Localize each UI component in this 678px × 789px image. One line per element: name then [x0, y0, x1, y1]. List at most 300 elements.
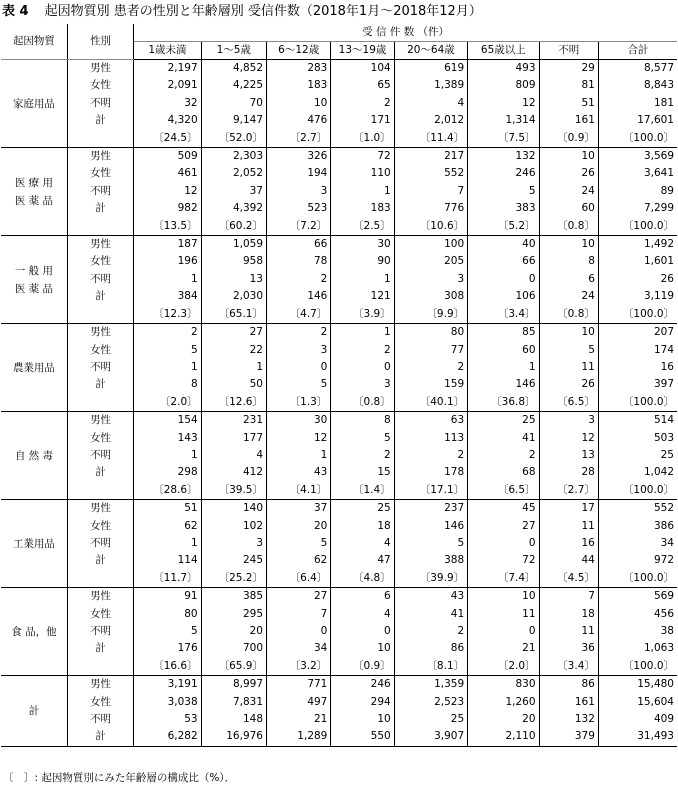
- value-cell: 283: [267, 60, 331, 78]
- sex-cell: 不明: [67, 95, 133, 112]
- sex-cell: 男性: [67, 500, 133, 518]
- value-cell: 114: [134, 552, 201, 569]
- value-cell: 1: [331, 324, 394, 342]
- value-cell: 4: [331, 535, 394, 552]
- sex-cell: 計: [67, 552, 133, 569]
- value-cell: 1,042: [598, 464, 677, 481]
- sex-cell: 女性: [67, 606, 133, 623]
- value-cell: 2: [134, 324, 201, 342]
- value-cell: 10: [539, 236, 598, 254]
- value-cell: 1,359: [394, 676, 467, 694]
- value-cell: 6: [539, 271, 598, 288]
- value-cell: 8,843: [598, 77, 677, 94]
- value-cell: 5: [134, 623, 201, 640]
- percent-cell: 〔11.7〕: [134, 570, 201, 588]
- table-row: [1, 236, 677, 254]
- percent-cell: 〔9.9〕: [394, 306, 467, 324]
- value-cell: 26: [539, 376, 598, 393]
- value-cell: 8: [134, 376, 201, 393]
- sex-cell: 男性: [67, 236, 133, 254]
- value-cell: 43: [394, 588, 467, 606]
- header-sex: 性別: [67, 24, 133, 60]
- value-cell: 18: [539, 606, 598, 623]
- sex-cell: 女性: [67, 165, 133, 182]
- value-cell: 2: [394, 623, 467, 640]
- value-cell: 308: [394, 288, 467, 305]
- value-cell: 4: [201, 447, 266, 464]
- value-cell: 2: [331, 447, 394, 464]
- value-cell: 412: [201, 464, 266, 481]
- value-cell: 140: [201, 500, 266, 518]
- percent-row: [1, 570, 677, 588]
- value-cell: 53: [134, 711, 201, 728]
- value-cell: 5: [394, 535, 467, 552]
- table-row: [1, 728, 677, 746]
- value-cell: 25: [331, 500, 394, 518]
- value-cell: 25: [394, 711, 467, 728]
- value-cell: 9,147: [201, 112, 266, 129]
- column-header: 不明: [539, 42, 598, 60]
- value-cell: 205: [394, 253, 467, 270]
- value-cell: 0: [331, 359, 394, 376]
- table-title: [2, 2, 482, 22]
- percent-cell: 〔4.7〕: [267, 306, 331, 324]
- value-cell: 34: [267, 640, 331, 657]
- percent-cell: 〔2.7〕: [267, 130, 331, 148]
- sex-cell: [67, 570, 133, 588]
- value-cell: 3: [267, 342, 331, 359]
- value-cell: 0: [468, 271, 539, 288]
- value-cell: 1,063: [598, 640, 677, 657]
- value-cell: 178: [394, 464, 467, 481]
- value-cell: 461: [134, 165, 201, 182]
- value-cell: 3,119: [598, 288, 677, 305]
- value-cell: 207: [598, 324, 677, 342]
- value-cell: 3: [394, 271, 467, 288]
- value-cell: 7: [394, 183, 467, 200]
- percent-cell: 〔100.0〕: [598, 218, 677, 236]
- percent-cell: 〔1.0〕: [331, 130, 394, 148]
- value-cell: 5: [468, 183, 539, 200]
- value-cell: 86: [394, 640, 467, 657]
- value-cell: 5: [134, 342, 201, 359]
- value-cell: 10: [539, 324, 598, 342]
- percent-cell: 〔12.3〕: [134, 306, 201, 324]
- value-cell: 17: [539, 500, 598, 518]
- value-cell: 16,976: [201, 728, 266, 746]
- sex-cell: [67, 658, 133, 676]
- sex-cell: 男性: [67, 60, 133, 78]
- value-cell: 5: [267, 535, 331, 552]
- value-cell: 456: [598, 606, 677, 623]
- percent-cell: 〔100.0〕: [598, 570, 677, 588]
- value-cell: 7: [539, 588, 598, 606]
- value-cell: 1,059: [201, 236, 266, 254]
- percent-cell: 〔0.8〕: [539, 218, 598, 236]
- percent-cell: 〔100.0〕: [598, 658, 677, 676]
- value-cell: 6: [331, 588, 394, 606]
- value-cell: 4,320: [134, 112, 201, 129]
- value-cell: 65: [331, 77, 394, 94]
- value-cell: 81: [539, 77, 598, 94]
- table-row: [1, 148, 677, 166]
- percent-cell: 〔16.6〕: [134, 658, 201, 676]
- value-cell: 771: [267, 676, 331, 694]
- sex-cell: 計: [67, 464, 133, 481]
- value-cell: 26: [598, 271, 677, 288]
- sex-cell: 不明: [67, 447, 133, 464]
- value-cell: 0: [468, 623, 539, 640]
- category-cell: 工業用品: [1, 500, 67, 588]
- value-cell: 91: [134, 588, 201, 606]
- value-cell: 8,577: [598, 60, 677, 78]
- value-cell: 10: [331, 711, 394, 728]
- percent-cell: 〔3.2〕: [267, 658, 331, 676]
- percent-cell: 〔2.7〕: [539, 482, 598, 500]
- value-cell: 11: [539, 518, 598, 535]
- value-cell: 523: [267, 200, 331, 217]
- value-cell: 0: [468, 535, 539, 552]
- percent-cell: 〔7.5〕: [468, 130, 539, 148]
- value-cell: 397: [598, 376, 677, 393]
- value-cell: 326: [267, 148, 331, 166]
- percent-cell: 〔0.9〕: [539, 130, 598, 148]
- sex-cell: [67, 130, 133, 148]
- value-cell: 110: [331, 165, 394, 182]
- percent-cell: 〔6.5〕: [468, 482, 539, 500]
- table-row: [1, 500, 677, 518]
- sex-cell: 計: [67, 112, 133, 129]
- sex-cell: 女性: [67, 253, 133, 270]
- value-cell: 21: [468, 640, 539, 657]
- value-cell: 89: [598, 183, 677, 200]
- value-cell: 66: [468, 253, 539, 270]
- value-cell: 972: [598, 552, 677, 569]
- value-cell: 10: [539, 148, 598, 166]
- table-row: [1, 623, 677, 640]
- percent-cell: 〔0.9〕: [331, 658, 394, 676]
- value-cell: 8,997: [201, 676, 266, 694]
- value-cell: 27: [267, 588, 331, 606]
- value-cell: 10: [331, 640, 394, 657]
- value-cell: 26: [539, 165, 598, 182]
- value-cell: 2: [394, 359, 467, 376]
- value-cell: 237: [394, 500, 467, 518]
- value-cell: 132: [539, 711, 598, 728]
- percent-cell: 〔12.6〕: [201, 394, 266, 412]
- table-title-text: 起因物質別 患者の性別と年齢層別 受信件数（2018年1月～2018年12月）: [44, 4, 482, 19]
- sex-cell: 不明: [67, 711, 133, 728]
- value-cell: 1,289: [267, 728, 331, 746]
- value-cell: 106: [468, 288, 539, 305]
- percent-cell: 〔4.1〕: [267, 482, 331, 500]
- table-row: [1, 711, 677, 728]
- value-cell: 20: [201, 623, 266, 640]
- sex-cell: 女性: [67, 518, 133, 535]
- value-cell: 5: [331, 430, 394, 447]
- value-cell: 104: [331, 60, 394, 78]
- category-cell: 医 療 用 医 薬 品: [1, 148, 67, 236]
- value-cell: 2,110: [468, 728, 539, 746]
- percent-cell: 〔17.1〕: [394, 482, 467, 500]
- value-cell: 187: [134, 236, 201, 254]
- value-cell: 2: [394, 447, 467, 464]
- value-cell: 12: [468, 95, 539, 112]
- value-cell: 4,392: [201, 200, 266, 217]
- category-cell: 家庭用品: [1, 60, 67, 148]
- value-cell: 90: [331, 253, 394, 270]
- table-row: [1, 676, 677, 694]
- value-cell: 493: [468, 60, 539, 78]
- value-cell: 20: [267, 518, 331, 535]
- value-cell: 569: [598, 588, 677, 606]
- value-cell: 2: [267, 271, 331, 288]
- table-row: [1, 606, 677, 623]
- table-number: 表 4: [2, 4, 29, 19]
- sex-cell: 不明: [67, 623, 133, 640]
- value-cell: 177: [201, 430, 266, 447]
- value-cell: 958: [201, 253, 266, 270]
- value-cell: 2,303: [201, 148, 266, 166]
- sex-cell: 男性: [67, 148, 133, 166]
- table-row: [1, 271, 677, 288]
- value-cell: 16: [598, 359, 677, 376]
- value-cell: 51: [134, 500, 201, 518]
- value-cell: 830: [468, 676, 539, 694]
- table-row: [1, 518, 677, 535]
- value-cell: 159: [394, 376, 467, 393]
- value-cell: 1: [267, 447, 331, 464]
- value-cell: 51: [539, 95, 598, 112]
- value-cell: 2: [331, 342, 394, 359]
- sex-cell: 男性: [67, 588, 133, 606]
- value-cell: 2,030: [201, 288, 266, 305]
- value-cell: 62: [134, 518, 201, 535]
- value-cell: 982: [134, 200, 201, 217]
- value-cell: 231: [201, 412, 266, 430]
- percent-cell: 〔39.9〕: [394, 570, 467, 588]
- sex-cell: 計: [67, 728, 133, 746]
- value-cell: 68: [468, 464, 539, 481]
- table-row: [1, 640, 677, 657]
- sex-cell: 男性: [67, 324, 133, 342]
- value-cell: 183: [267, 77, 331, 94]
- value-cell: 176: [134, 640, 201, 657]
- value-cell: 27: [468, 518, 539, 535]
- value-cell: 146: [468, 376, 539, 393]
- percent-cell: 〔3.4〕: [468, 306, 539, 324]
- value-cell: 8: [331, 412, 394, 430]
- table-row: [1, 253, 677, 270]
- value-cell: 1,492: [598, 236, 677, 254]
- column-header: 1歳未満: [134, 42, 201, 60]
- value-cell: 2,091: [134, 77, 201, 94]
- value-cell: 100: [394, 236, 467, 254]
- sex-cell: [67, 306, 133, 324]
- value-cell: 5: [539, 342, 598, 359]
- percent-cell: 〔7.4〕: [468, 570, 539, 588]
- value-cell: 113: [394, 430, 467, 447]
- percent-row: [1, 394, 677, 412]
- value-cell: 80: [134, 606, 201, 623]
- value-cell: 2: [267, 324, 331, 342]
- sex-cell: 女性: [67, 430, 133, 447]
- value-cell: 154: [134, 412, 201, 430]
- value-cell: 30: [331, 236, 394, 254]
- value-cell: 24: [539, 288, 598, 305]
- value-cell: 552: [598, 500, 677, 518]
- value-cell: 80: [394, 324, 467, 342]
- value-cell: 86: [539, 676, 598, 694]
- value-cell: 1: [134, 535, 201, 552]
- table-row: [1, 165, 677, 182]
- value-cell: 146: [267, 288, 331, 305]
- value-cell: 196: [134, 253, 201, 270]
- value-cell: 11: [539, 359, 598, 376]
- table-row: [1, 112, 677, 129]
- sex-cell: [67, 482, 133, 500]
- value-cell: 143: [134, 430, 201, 447]
- value-cell: 3,191: [134, 676, 201, 694]
- value-cell: 2,012: [394, 112, 467, 129]
- percent-cell: 〔10.6〕: [394, 218, 467, 236]
- value-cell: 24: [539, 183, 598, 200]
- value-cell: 246: [331, 676, 394, 694]
- value-cell: 1,314: [468, 112, 539, 129]
- value-cell: 0: [267, 359, 331, 376]
- value-cell: 2,197: [134, 60, 201, 78]
- value-cell: 17,601: [598, 112, 677, 129]
- value-cell: 171: [331, 112, 394, 129]
- percent-row: [1, 130, 677, 148]
- table-row: [1, 412, 677, 430]
- value-cell: 379: [539, 728, 598, 746]
- percent-cell: 〔36.8〕: [468, 394, 539, 412]
- percent-cell: 〔39.5〕: [201, 482, 266, 500]
- value-cell: 34: [598, 535, 677, 552]
- value-cell: 31,493: [598, 728, 677, 746]
- column-header: 1～5歳: [201, 42, 266, 60]
- value-cell: 12: [539, 430, 598, 447]
- percent-cell: 〔2.0〕: [468, 658, 539, 676]
- value-cell: 78: [267, 253, 331, 270]
- value-cell: 132: [468, 148, 539, 166]
- table-row: [1, 430, 677, 447]
- value-cell: 476: [267, 112, 331, 129]
- value-cell: 6,282: [134, 728, 201, 746]
- value-cell: 38: [598, 623, 677, 640]
- value-cell: 3,907: [394, 728, 467, 746]
- value-cell: 194: [267, 165, 331, 182]
- value-cell: 385: [201, 588, 266, 606]
- value-cell: 7: [267, 606, 331, 623]
- value-cell: 5: [267, 376, 331, 393]
- header-category: 起因物質: [1, 24, 67, 60]
- value-cell: 2,052: [201, 165, 266, 182]
- table-row: [1, 464, 677, 481]
- value-cell: 50: [201, 376, 266, 393]
- table-row: [1, 77, 677, 94]
- table-row: [1, 60, 677, 78]
- table-row: [1, 183, 677, 200]
- percent-cell: 〔0.8〕: [539, 306, 598, 324]
- table-row: [1, 288, 677, 305]
- sex-cell: [67, 394, 133, 412]
- value-cell: 36: [539, 640, 598, 657]
- value-cell: 21: [267, 711, 331, 728]
- value-cell: 388: [394, 552, 467, 569]
- value-cell: 3,569: [598, 148, 677, 166]
- percent-cell: 〔6.4〕: [267, 570, 331, 588]
- value-cell: 4: [331, 606, 394, 623]
- value-cell: 383: [468, 200, 539, 217]
- value-cell: 1: [331, 183, 394, 200]
- value-cell: 29: [539, 60, 598, 78]
- percent-cell: 〔40.1〕: [394, 394, 467, 412]
- value-cell: 63: [394, 412, 467, 430]
- value-cell: 3: [201, 535, 266, 552]
- value-cell: 62: [267, 552, 331, 569]
- value-cell: 503: [598, 430, 677, 447]
- value-cell: 384: [134, 288, 201, 305]
- category-cell: 食 品，他: [1, 588, 67, 676]
- percent-row: [1, 482, 677, 500]
- sex-cell: 不明: [67, 271, 133, 288]
- percent-row: [1, 218, 677, 236]
- value-cell: 174: [598, 342, 677, 359]
- value-cell: 27: [201, 324, 266, 342]
- value-cell: 13: [539, 447, 598, 464]
- value-cell: 497: [267, 694, 331, 711]
- value-cell: 409: [598, 711, 677, 728]
- value-cell: 41: [394, 606, 467, 623]
- sex-cell: 不明: [67, 359, 133, 376]
- value-cell: 0: [331, 623, 394, 640]
- value-cell: 552: [394, 165, 467, 182]
- value-cell: 15,604: [598, 694, 677, 711]
- percent-cell: 〔2.0〕: [134, 394, 201, 412]
- value-cell: 1: [331, 271, 394, 288]
- value-cell: 40: [468, 236, 539, 254]
- value-cell: 298: [134, 464, 201, 481]
- value-cell: 72: [331, 148, 394, 166]
- sex-cell: 計: [67, 376, 133, 393]
- value-cell: 66: [267, 236, 331, 254]
- value-cell: 13: [201, 271, 266, 288]
- percent-cell: 〔65.1〕: [201, 306, 266, 324]
- value-cell: 550: [331, 728, 394, 746]
- value-cell: 102: [201, 518, 266, 535]
- table-row: [1, 535, 677, 552]
- value-cell: 514: [598, 412, 677, 430]
- value-cell: 30: [267, 412, 331, 430]
- value-cell: 700: [201, 640, 266, 657]
- table-row: [1, 200, 677, 217]
- percent-cell: 〔11.4〕: [394, 130, 467, 148]
- sex-cell: 女性: [67, 77, 133, 94]
- percent-cell: 〔28.6〕: [134, 482, 201, 500]
- value-cell: 15,480: [598, 676, 677, 694]
- value-cell: 0: [267, 623, 331, 640]
- value-cell: 37: [201, 183, 266, 200]
- value-cell: 146: [394, 518, 467, 535]
- column-header: 20～64歳: [394, 42, 467, 60]
- percent-cell: 〔2.5〕: [331, 218, 394, 236]
- sex-cell: 不明: [67, 183, 133, 200]
- percent-cell: 〔13.5〕: [134, 218, 201, 236]
- value-cell: 60: [539, 200, 598, 217]
- table-row: [1, 694, 677, 711]
